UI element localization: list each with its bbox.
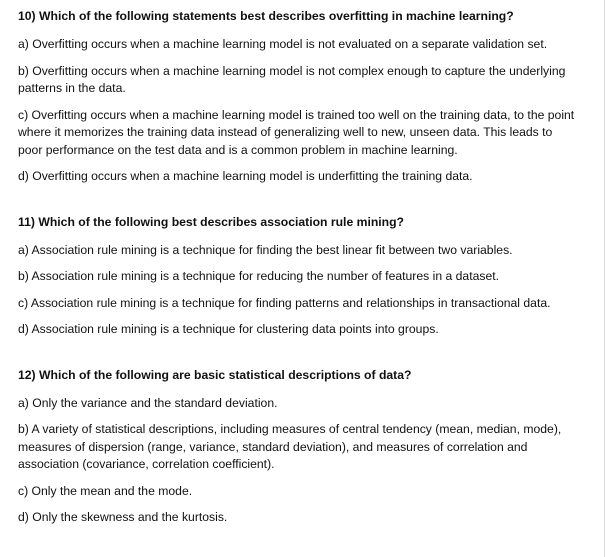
option-b: b) A variety of statistical descriptions, including measures of central tendency (mean, median, mode), measures of dispersion (range, variance, standard deviation), and measures of correlation and association (covariance, correlation coefficient). [18, 422, 562, 471]
option-b: b) Overfitting occurs when a machine learning model is not complex enough to capture the underlying patterns in the data. [18, 63, 566, 95]
question-11 [18, 214, 594, 339]
option-a: a) Only the variance and the standard deviation. [18, 395, 278, 410]
option-b: b) Association rule mining is a technique for reducing the number of features in a dataset. [18, 269, 500, 283]
option-a: a) Overfitting occurs when a machine learning model is not evaluated on a separate validation set. [18, 37, 548, 51]
question-title: 12) Which of the following are basic statistical descriptions of data? [18, 367, 412, 382]
question-10 [18, 8, 594, 186]
option-c: c) Association rule mining is a technique for finding patterns and relationships in transactional data. [18, 295, 551, 310]
question-title: 11) Which of the following best describes association rule mining? [18, 214, 404, 229]
question-title: 10) Which of the following statements best describes overfitting in machine learning? [18, 9, 514, 23]
option-c: c) Overfitting occurs when a machine learning model is trained too well on the training data, to the point where it memorizes the training data instead of generalizing well to new, unseen data. This leads to poor performance on the test data and is a common problem in machine learning. [18, 107, 575, 157]
option-a: a) Association rule mining is a technique for finding the best linear fit between two variables. [18, 242, 513, 257]
option-d: d) Only the skewness and the kurtosis. [18, 510, 228, 524]
option-c: c) Only the mean and the mode. [18, 483, 193, 498]
option-d: d) Overfitting occurs when a machine learning model is underfitting the training data. [18, 169, 473, 183]
option-d: d) Association rule mining is a technique for clustering data points into groups. [18, 322, 439, 336]
question-12 [18, 367, 594, 527]
